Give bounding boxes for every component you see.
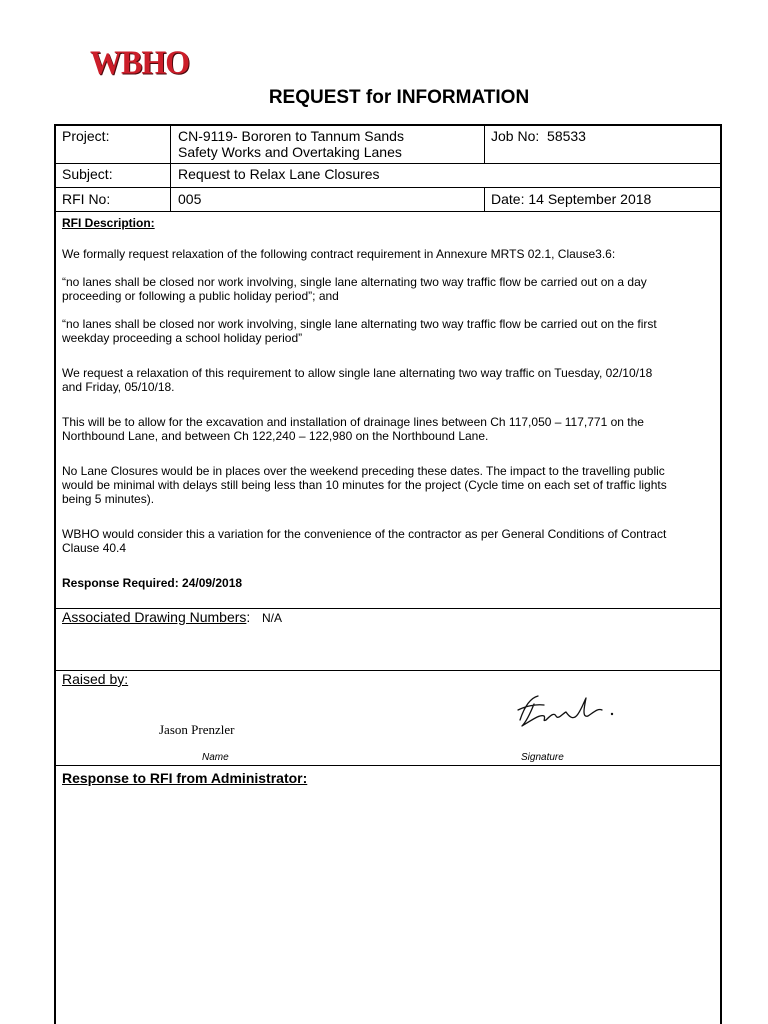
rfi-description-heading: RFI Description: — [62, 216, 155, 230]
subject-value: Request to Relax Lane Closures — [178, 166, 380, 182]
row-divider — [54, 163, 722, 164]
drawing-numbers-label: Associated Drawing Numbers — [62, 609, 247, 625]
job-number — [491, 128, 586, 144]
project-value-line1: CN-9119- Bororen to Tannum Sands — [178, 128, 404, 144]
description-paragraph-1: We formally request relaxation of the following contract requirement in Annexure MRTS 02.1, Clause3.6: — [62, 247, 616, 261]
column-divider — [484, 124, 485, 163]
raised-by-name: Jason Prenzler — [159, 722, 235, 737]
subject-label: Subject: — [62, 166, 113, 182]
page-title: REQUEST for INFORMATION — [268, 87, 530, 108]
rfi-value: 005 — [178, 191, 202, 207]
description-paragraph-2: “no lanes shall be closed nor work involving, single lane alternating two way traffic flow be carried out on a day proceeding or following a public holiday period”; and — [62, 275, 647, 303]
row-divider — [54, 211, 722, 212]
job-value: 58533 — [547, 128, 586, 144]
drawing-numbers-value: N/A — [261, 611, 282, 625]
description-paragraph-4: We request a relaxation of this requirement to allow single lane alternating two way traffic on Tuesday, 02/10/18 and Friday, 05/10/18. — [62, 366, 653, 394]
name-caption: Name — [202, 752, 229, 763]
raised-by-label: Raised by: — [62, 671, 129, 687]
row-divider — [54, 765, 722, 766]
description-paragraph-5: This will be to allow for the excavation and installation of drainage lines between Ch 117,050 – 117,771 on the Northbound Lane, and between Ch 122,240 – 122,980 on the Northbound Lane. — [62, 415, 644, 443]
drawing-numbers — [62, 609, 282, 625]
description-paragraph-6: No Lane Closures would be in places over the weekend preceding these dates. The impact to the travelling public would be minimal with delays still being less than 10 minutes for the project (Cycle time on each set of traffic lights being 5 minutes). — [62, 464, 667, 506]
column-divider — [484, 187, 485, 211]
row-divider — [54, 670, 722, 671]
handwritten-signature-icon — [512, 690, 622, 735]
job-label: Job No: — [491, 128, 540, 144]
company-logo: WBHO — [90, 43, 190, 81]
row-divider — [54, 187, 722, 188]
description-paragraph-7: WBHO would consider this a variation for the convenience of the contractor as per General Conditions of Contract Clause 40.4 — [62, 527, 667, 555]
administrator-response-area[interactable] — [58, 790, 718, 1020]
signature-caption: Signature — [521, 752, 564, 763]
drawing-numbers-colon: : — [246, 609, 251, 625]
column-divider — [170, 124, 171, 211]
administrator-response-heading: Response to RFI from Administrator: — [62, 770, 308, 786]
project-label: Project: — [62, 128, 110, 144]
description-paragraph-3: “no lanes shall be closed nor work involving, single lane alternating two way traffic flow be carried out on the first weekday proceeding a school holiday period” — [62, 317, 657, 345]
project-value-line2: Safety Works and Overtaking Lanes — [178, 144, 402, 160]
rfi-label: RFI No: — [62, 191, 111, 207]
date-field: Date: 14 September 2018 — [491, 191, 652, 207]
response-required: Response Required: 24/09/2018 — [62, 576, 243, 590]
